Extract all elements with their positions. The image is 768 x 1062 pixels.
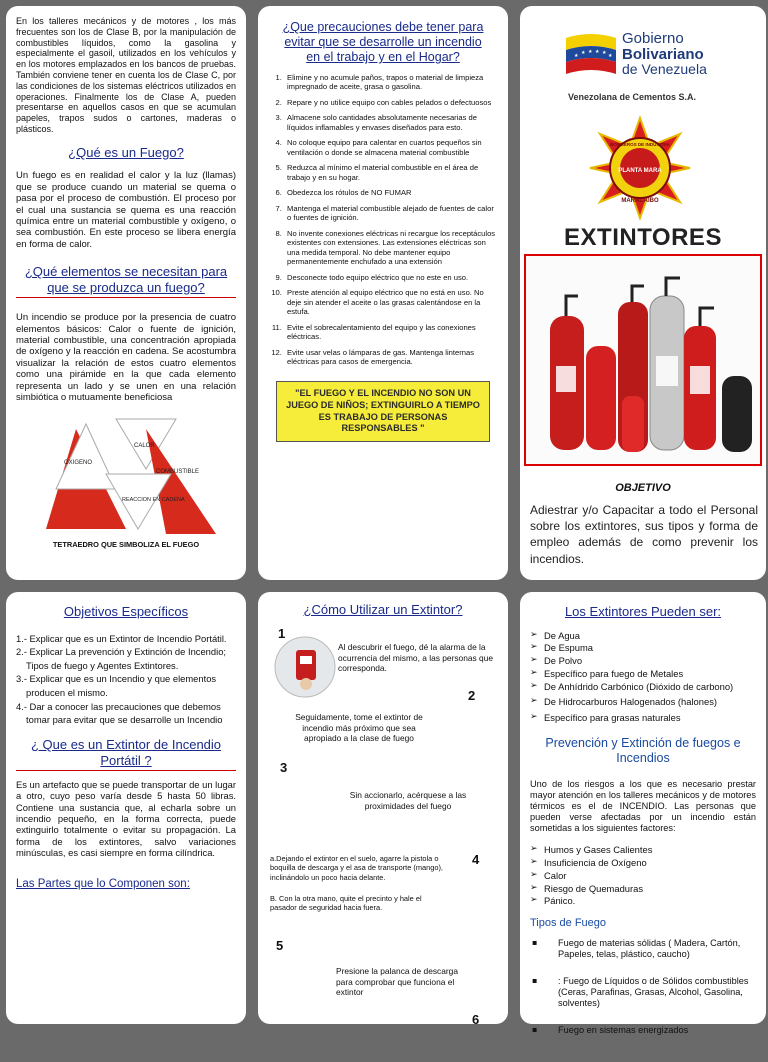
step-number: 3 bbox=[280, 760, 288, 775]
panel-how-to-use bbox=[258, 592, 508, 1027]
extinguisher-types-list bbox=[530, 630, 756, 724]
venezuela-flag-icon bbox=[564, 28, 618, 80]
precaution-item: 2. Repare y no utilice equipo con cables pelados o defectuosos bbox=[284, 98, 498, 107]
step-4a-text: a.Dejando el extintor en el suelo, agarre la pistola o boquilla de descarga y el asa de transporte (mango), inclinándolo un poco hacia delante. bbox=[270, 854, 443, 882]
extintor-text: Es un artefacto que se puede transportar de un lugar a otro, cuyo peso varía desde 5 hasta 50 libras. Contiene una sustancia que, al echarla sobre un incendio pequeño, en la forma correcta, puede extinguirlo totalmente o evitar su propagación. La forma de los extintores, salvo variaciones minúsculas, es casi siempre en forma cilíndrica. bbox=[16, 779, 236, 858]
extintor-heading: ¿ Que es un Extintor de Incendio Portátil ? bbox=[16, 737, 236, 771]
tipo-item: ▪ Fuego de materias sólidas ( Madera, Cartón, Papeles, telas, plástico, caucho) bbox=[530, 938, 756, 960]
step-number: 4 bbox=[472, 852, 480, 867]
step-number: 2 bbox=[468, 688, 476, 703]
fire-quote: "EL FUEGO Y EL INCENDIO NO SON UN JUEGO DE NIÑOS; EXTINGUIRLO A TIEMPO ES TRABAJO DE PERSONAS RESPONSABLES " bbox=[276, 381, 490, 443]
factor-item: ➢ Riesgo de Quemaduras bbox=[530, 883, 756, 895]
prevencion-text: Uno de los riesgos a los que es necesario prestar mayor atención en los talleres mecánicos y de motores térmicos es el de INCENDIO. Las personas que pueden verse afectadas por un incendio están sometidas a los siguientes factores: bbox=[530, 779, 756, 834]
firefighter-emblem-icon bbox=[588, 116, 692, 220]
alarm-photo bbox=[274, 636, 336, 698]
objective-item: 3.- Explicar que es un Incendio y que elementos producen el mismo. bbox=[16, 673, 217, 699]
precaution-item: 7. Mantenga el material combustible alejado de fuentes de calor o fuentes de ignición. bbox=[284, 204, 498, 223]
intro-text: En los talleres mecánicos y de motores , los más frecuentes son los de Clase B, por la manipulación de combustibles líquidos, como la gasolina y especialmente el gasoil, utilizados en los vehículos y en los motores emplazados en los bancos de pruebas. También conviene tener en cuenta los de Clase C, por las condiciones de los sistemas eléctricos utilizados en operaciones. Finalmente los de Clase A, pueden presentarse en aquellos casos en que se acumulan papeles, trapos sudos o cartones, maderas o plásticos. bbox=[16, 16, 236, 134]
step-number: 1 bbox=[278, 626, 286, 641]
fuego-heading: ¿Qué es un Fuego? bbox=[68, 144, 184, 160]
precaution-item: 6. Obedezca los rótulos de NO FUMAR bbox=[284, 188, 498, 197]
panel-cover bbox=[520, 6, 766, 580]
tipo-item: ▪ Fuego en sistemas energizados bbox=[530, 1025, 756, 1036]
precaution-item: 11. Evite el sobrecalentamiento del equipo y las conexiones eléctricas. bbox=[284, 323, 498, 342]
panel-precautions bbox=[258, 6, 508, 580]
step-2-text: Seguidamente, tome el extintor de incendio más próximo que sea apropiado a la clase de fuego bbox=[295, 712, 423, 743]
tetra-label-reaccion: REACCION EN CADENA bbox=[122, 497, 185, 504]
type-item: ➢ De Polvo bbox=[530, 655, 756, 667]
emblem-bottom-text: MARACAIBO bbox=[621, 198, 659, 204]
type-item: ➢ Específico para grasas naturales bbox=[530, 712, 756, 724]
objetivo-heading: OBJETIVO bbox=[615, 482, 671, 494]
tetra-label-calor: CALOR bbox=[134, 443, 155, 450]
precautions-heading: ¿Que precauciones debe tener para evitar que se desarrolle un incendio en el trabajo y en el Hogar? bbox=[282, 20, 484, 64]
types-heading: Los Extintores Pueden ser: bbox=[564, 604, 722, 619]
step-3-text: Sin accionarlo, acérquese a las proximidades del fuego bbox=[349, 790, 467, 811]
type-item: ➢ De Hidrocarburos Halogenados (halones) bbox=[530, 696, 756, 708]
step-5-text: Presione la palanca de descarga para comprobar que funciona el extintor bbox=[336, 966, 458, 997]
main-title: EXTINTORES bbox=[564, 224, 722, 251]
precaution-item: 9. Desconecte todo equipo eléctrico que no este en uso. bbox=[284, 273, 498, 282]
extinguishers-photo bbox=[524, 254, 762, 466]
tipos-list bbox=[530, 938, 756, 1036]
tipos-heading: Tipos de Fuego bbox=[530, 917, 607, 929]
svg-text:★: ★ bbox=[581, 50, 586, 56]
fuego-text: Un fuego es en realidad el calor y la luz (llamas) que se produce cuando un material se quema o pasa por el proceso de combustión. El proceso por el cual una sustancia se quema es una reacción química entre un material combustible y oxígeno, o sea combustión. En este proceso se libera energía en forma de calor. bbox=[16, 170, 236, 250]
elementos-heading: ¿Qué elementos se necesitan para que se produzca un fuego? bbox=[16, 264, 236, 298]
objectives-heading: Objetivos Específicos bbox=[63, 604, 189, 619]
type-item: ➢ De Agua bbox=[530, 630, 756, 642]
precaution-item: 12. Evite usar velas o lámparas de gas. Mantenga linternas eléctricas para casos de emergencia. bbox=[284, 348, 498, 367]
fire-tetrahedron-diagram bbox=[16, 409, 236, 539]
precautions-list bbox=[268, 73, 498, 367]
objective-item: 1.- Explicar que es un Extintor de Incendio Portátil. bbox=[16, 632, 227, 644]
gov-line1: Gobierno bbox=[622, 29, 684, 47]
type-item: ➢ Específico para fuego de Metales bbox=[530, 668, 756, 680]
prevencion-heading: Prevención y Extinción de fuegos e Incendios bbox=[545, 735, 741, 766]
factor-item: ➢ Pánico. bbox=[530, 895, 756, 907]
tetra-caption: TETRAEDRO QUE SIMBOLIZA EL FUEGO bbox=[52, 540, 200, 550]
svg-text:★: ★ bbox=[602, 50, 607, 56]
objectives-list bbox=[16, 632, 236, 727]
precaution-item: 5. Reduzca al mínimo el material combustible en el área de trabajo y en su hogar. bbox=[284, 163, 498, 182]
extinguishers-illustration bbox=[526, 256, 760, 464]
factor-item: ➢ Insuficiencia de Oxígeno bbox=[530, 857, 756, 869]
svg-text:★: ★ bbox=[574, 53, 579, 59]
company-name: Venezolana de Cementos S.A. bbox=[568, 92, 697, 102]
factores-list bbox=[530, 844, 756, 907]
tetra-label-combustible: COMBUSTIBLE bbox=[156, 469, 200, 476]
panel-fire-basics bbox=[6, 6, 246, 580]
elementos-text: Un incendio se produce por la presencia de cuatro elementos básicos: Calor o fuente de ignición, material combustible, una concentración apropiada de oxígeno y la reacción en cadena. Se acostumbra visualizar la relación de estos cuatro elementos como una pirámide en la que cada elemento representa un lado y se unen en una relación simbiótica o mutuamente beneficiosa bbox=[16, 312, 236, 404]
step-1-text: Al descubrir el fuego, dé la alarma de la ocurrencia del mismo, a las personas que corresponda. bbox=[338, 642, 494, 673]
precaution-item: 10. Preste atención al equipo eléctrico que no está en uso. No deje sin atender el aceite o las grasas calentándose en la estufa. bbox=[284, 288, 498, 316]
svg-text:★: ★ bbox=[595, 49, 600, 55]
factor-item: ➢ Humos y Gases Calientes bbox=[530, 844, 756, 856]
partes-heading: Las Partes que lo Componen son: bbox=[16, 878, 190, 891]
type-item: ➢ De Espuma bbox=[530, 642, 756, 654]
step-number: 6 bbox=[472, 1012, 480, 1027]
precaution-item: 4. No coloque equipo para calentar en cuartos pequeños sin ventilación o donde se almacena material combustible bbox=[284, 138, 498, 157]
objective-item: 2.- Explicar La prevención y Extinción de Incendio; Tipos de fuego y Agentes Extintores. bbox=[16, 646, 227, 671]
panel-objectives bbox=[6, 592, 246, 1024]
type-item: ➢ De Anhídrido Carbónico (Dióxido de carbono) bbox=[530, 681, 756, 693]
objetivo-text: Adiestrar y/o Capacitar a todo el Personal sobre los extintores, sus tipos y forma de empleo además de como prevenir los incendios. bbox=[530, 503, 758, 566]
tetra-label-oxigeno: OXIGENO bbox=[64, 460, 93, 467]
objective-item: 4.- Dar a conocer las precauciones que debemos tomar para evitar que se desarrolle un Incendio bbox=[16, 700, 223, 726]
precaution-item: 8. No invente conexiones eléctricas ni recargue los receptáculos existentes con extensiones. Las extensiones eléctricas son una medida temporal. No debe mantener equipo permanentemente enchufado a una extensión bbox=[284, 229, 498, 267]
step-number: 5 bbox=[276, 938, 284, 953]
precaution-item: 3. Almacene solo cantidades absolutamente necesarias de líquidos inflamables y envases diseñados para esto. bbox=[284, 113, 498, 132]
how-to-heading: ¿Cómo Utilizar un Extintor? bbox=[303, 602, 463, 617]
government-logo bbox=[564, 28, 707, 80]
step-4b-text: B. Con la otra mano, quite el precinto y hale el pasador de seguridad hacia fuera. bbox=[270, 894, 422, 913]
gov-line2: Bolivariano bbox=[622, 45, 704, 63]
emblem-mid-text: PLANTA MARA bbox=[618, 168, 662, 174]
factor-item: ➢ Calor bbox=[530, 870, 756, 882]
panel-types bbox=[520, 592, 766, 1036]
svg-text:★: ★ bbox=[588, 49, 593, 55]
precaution-item: 1. Elimine y no acumule paños, trapos o material de limpieza impregnado de aceite, grasa o gasolina. bbox=[284, 73, 498, 92]
gov-line3: de Venezuela bbox=[622, 61, 707, 78]
svg-text:★: ★ bbox=[608, 53, 613, 59]
tipo-item: ▪ : Fuego de Líquidos o de Sólidos combustibles (Ceras, Parafinas, Grasas, Alcohol, Gasolina, solventes) bbox=[530, 976, 756, 1009]
emblem-top-text: BOMBEROS DE INDUSTRIA bbox=[610, 142, 670, 147]
